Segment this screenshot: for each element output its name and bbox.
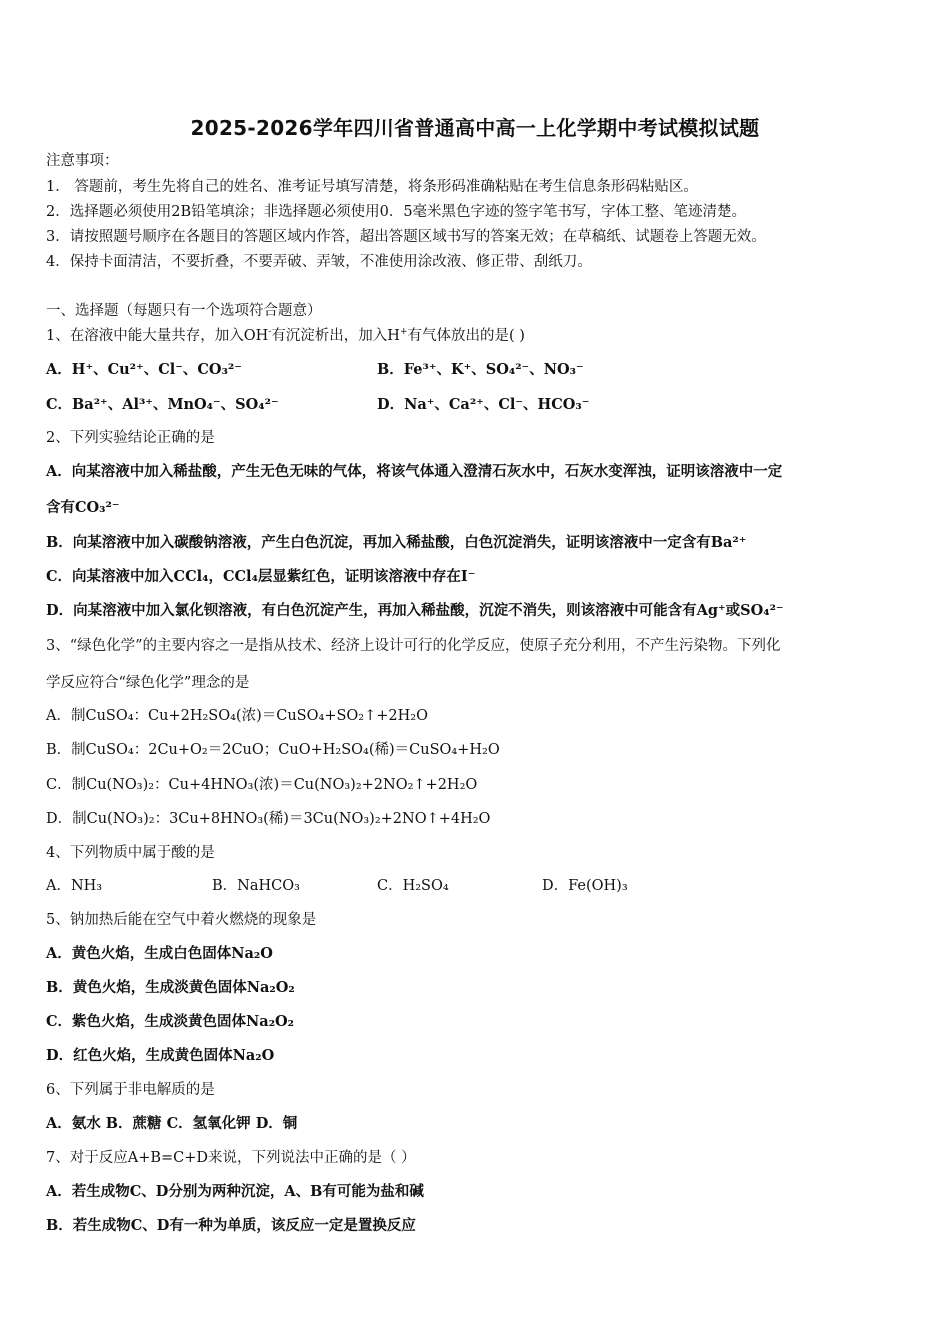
question-2-stem: 2、下列实验结论正确的是 (46, 430, 215, 446)
question-7-option-b: B．若生成物C、D有一种为单质，该反应一定是置换反应 (46, 1217, 416, 1234)
question-3-stem-line1: 3、“绿色化学”的主要内容之一是指从技术、经济上设计可行的化学反应，使原子充分利用，不产生污染物。下列化 (46, 638, 781, 654)
question-4-option-c: C．H₂SO₄ (377, 878, 449, 894)
notice-heading: 注意事项： (46, 153, 119, 169)
question-3-option-d: D．制Cu(NO₃)₂：3Cu+8HNO₃(稀)＝3Cu(NO₃)₂+2NO↑+4H₂O (46, 811, 491, 827)
question-5-option-a: A．黄色火焰，生成白色固体Na₂O (46, 945, 273, 962)
question-7-stem: 7、对于反应A+B=C+D来说，下列说法中正确的是（ ） (46, 1150, 416, 1166)
question-4-option-b: B．NaHCO₃ (212, 878, 300, 894)
question-3-stem-line2: 学反应符合“绿色化学”理念的是 (46, 675, 250, 691)
question-4-stem: 4、下列物质中属于酸的是 (46, 845, 215, 861)
notice-item-4: 4．保持卡面清洁，不要折叠，不要弄破、弄皱，不准使用涂改液、修正带、刮纸刀。 (46, 254, 592, 270)
question-6-options: A．氨水 B．蔗糖 C．氢氧化钾 D．铜 (46, 1115, 298, 1132)
question-2-option-c: C．向某溶液中加入CCl₄，CCl₄层显紫红色，证明该溶液中存在I⁻ (46, 568, 476, 585)
question-1-option-c: C．Ba²⁺、Al³⁺、MnO₄⁻、SO₄²⁻ (46, 396, 279, 413)
question-1-stem: 1、在溶液中能大量共存，加入OH-有沉淀析出，加入H+有气体放出的是( ) (46, 327, 525, 344)
question-4-option-a: A．NH₃ (46, 878, 103, 894)
question-2-option-a-line1: A．向某溶液中加入稀盐酸，产生无色无味的气体，将该气体通入澄清石灰水中，石灰水变浑浊，证明该溶液中一定 (46, 463, 783, 480)
question-2-option-d: D．向某溶液中加入氯化钡溶液，有白色沉淀产生，再加入稀盐酸，沉淀不消失，则该溶液中可能含有Ag⁺或SO₄²⁻ (46, 602, 784, 619)
notice-item-3: 3．请按照题号顺序在各题目的答题区域内作答，超出答题区域书写的答案无效；在草稿纸、试题卷上答题无效。 (46, 229, 766, 245)
question-6-stem: 6、下列属于非电解质的是 (46, 1082, 215, 1098)
question-5-option-b: B．黄色火焰，生成淡黄色固体Na₂O₂ (46, 979, 295, 996)
question-7-option-a: A．若生成物C、D分别为两种沉淀，A、B有可能为盐和碱 (46, 1183, 424, 1200)
question-4-option-d: D．Fe(OH)₃ (542, 878, 628, 894)
question-1-option-d: D．Na⁺、Ca²⁺、Cl⁻、HCO₃⁻ (377, 396, 590, 413)
question-1-option-b: B．Fe³⁺、K⁺、SO₄²⁻、NO₃⁻ (377, 361, 584, 378)
page-title: 2025-2026学年四川省普通高中高一上化学期中考试模拟试题 (190, 116, 760, 140)
question-5-option-c: C．紫色火焰，生成淡黄色固体Na₂O₂ (46, 1013, 295, 1030)
question-5-stem: 5、钠加热后能在空气中着火燃烧的现象是 (46, 912, 317, 928)
question-3-option-c: C．制Cu(NO₃)₂：Cu+4HNO₃(浓)＝Cu(NO₃)₂+2NO₂↑+2H₂O (46, 777, 478, 793)
question-3-option-a: A．制CuSO₄：Cu+2H₂SO₄(浓)＝CuSO₄+SO₂↑+2H₂O (46, 708, 428, 724)
notice-item-1: 1． 答题前，考生先将自己的姓名、准考证号填写清楚，将条形码准确粘贴在考生信息条形码粘贴区。 (46, 179, 698, 195)
question-1-option-a: A．H⁺、Cu²⁺、Cl⁻、CO₃²⁻ (46, 361, 242, 378)
section-heading: 一、选择题（每题只有一个选项符合题意） (46, 303, 322, 319)
question-2-option-b: B．向某溶液中加入碳酸钠溶液，产生白色沉淀，再加入稀盐酸，白色沉淀消失，证明该溶液中一定含有Ba²⁺ (46, 534, 747, 551)
question-2-option-a-line2: 含有CO₃²⁻ (46, 499, 120, 516)
question-3-option-b: B．制CuSO₄：2Cu+O₂＝2CuO；CuO+H₂SO₄(稀)＝CuSO₄+H₂O (46, 742, 500, 758)
question-5-option-d: D．红色火焰，生成黄色固体Na₂O (46, 1047, 275, 1064)
notice-item-2: 2．选择题必须使用2B铅笔填涂；非选择题必须使用0．5毫米黑色字迹的签字笔书写，字体工整、笔迹清楚。 (46, 204, 747, 220)
